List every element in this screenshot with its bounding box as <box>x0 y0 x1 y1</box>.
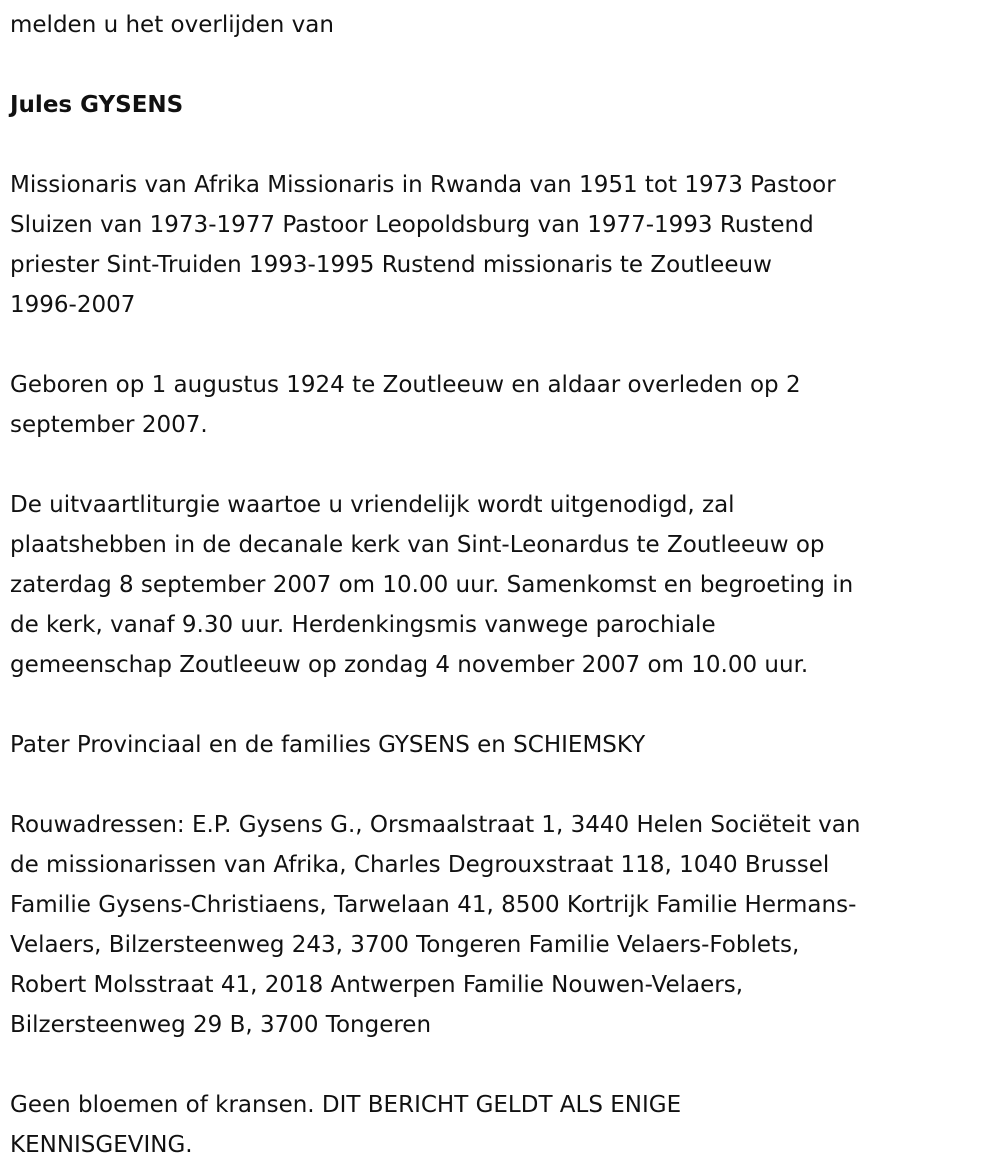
birth-death-paragraph <box>10 365 1000 445</box>
text-line: zaterdag 8 september 2007 om 10.00 uur. Samenkomst en begroeting in <box>10 572 854 598</box>
text-line: Sluizen van 1973-1977 Pastoor Leopoldsburg van 1977-1993 Rustend <box>10 212 814 238</box>
text-line: Geen bloemen of kransen. DIT BERICHT GELDT ALS ENIGE <box>10 1092 682 1118</box>
text-line: Geboren op 1 augustus 1924 te Zoutleeuw en aldaar overleden op 2 <box>10 372 801 398</box>
intro-paragraph <box>10 5 1000 45</box>
text-line: plaatshebben in de decanale kerk van Sint-Leonardus te Zoutleeuw op <box>10 532 825 558</box>
text-line: Bilzersteenweg 29 B, 3700 Tongeren <box>10 1012 432 1038</box>
name-heading: Jules GYSENS <box>10 92 184 118</box>
text-line: Robert Molsstraat 41, 2018 Antwerpen Familie Nouwen-Velaers, <box>10 972 744 998</box>
text-line: september 2007. <box>10 412 208 438</box>
text-line: Missionaris van Afrika Missionaris in Rwanda van 1951 tot 1973 Pastoor <box>10 172 836 198</box>
career-paragraph <box>10 165 1000 325</box>
text-line: Pater Provinciaal en de families GYSENS en SCHIEMSKY <box>10 732 646 758</box>
text-line: Velaers, Bilzersteenweg 243, 3700 Tongeren Familie Velaers-Foblets, <box>10 932 800 958</box>
text-line: melden u het overlijden van <box>10 12 334 38</box>
text-line: De uitvaartliturgie waartoe u vriendelijk wordt uitgenodigd, zal <box>10 492 735 518</box>
text-line: de missionarissen van Afrika, Charles Degrouxstraat 118, 1040 Brussel <box>10 852 830 878</box>
text-line: de kerk, vanaf 9.30 uur. Herdenkingsmis vanwege parochiale <box>10 612 716 638</box>
text-line: Familie Gysens-Christiaens, Tarwelaan 41, 8500 Kortrijk Familie Hermans- <box>10 892 857 918</box>
text-line: Rouwadressen: E.P. Gysens G., Orsmaalstraat 1, 3440 Helen Sociëteit van <box>10 812 861 838</box>
text-line: 1996-2007 <box>10 292 136 318</box>
funeral-paragraph <box>10 485 1000 685</box>
text-line: priester Sint-Truiden 1993-1995 Rustend missionaris te Zoutleeuw <box>10 252 772 278</box>
text-line: KENNISGEVING. <box>10 1132 193 1158</box>
closing-paragraph <box>10 1085 1000 1165</box>
family-paragraph <box>10 725 1000 765</box>
addresses-paragraph <box>10 805 1000 1045</box>
text-line: gemeenschap Zoutleeuw op zondag 4 november 2007 om 10.00 uur. <box>10 652 809 678</box>
deceased-name <box>10 85 1000 125</box>
